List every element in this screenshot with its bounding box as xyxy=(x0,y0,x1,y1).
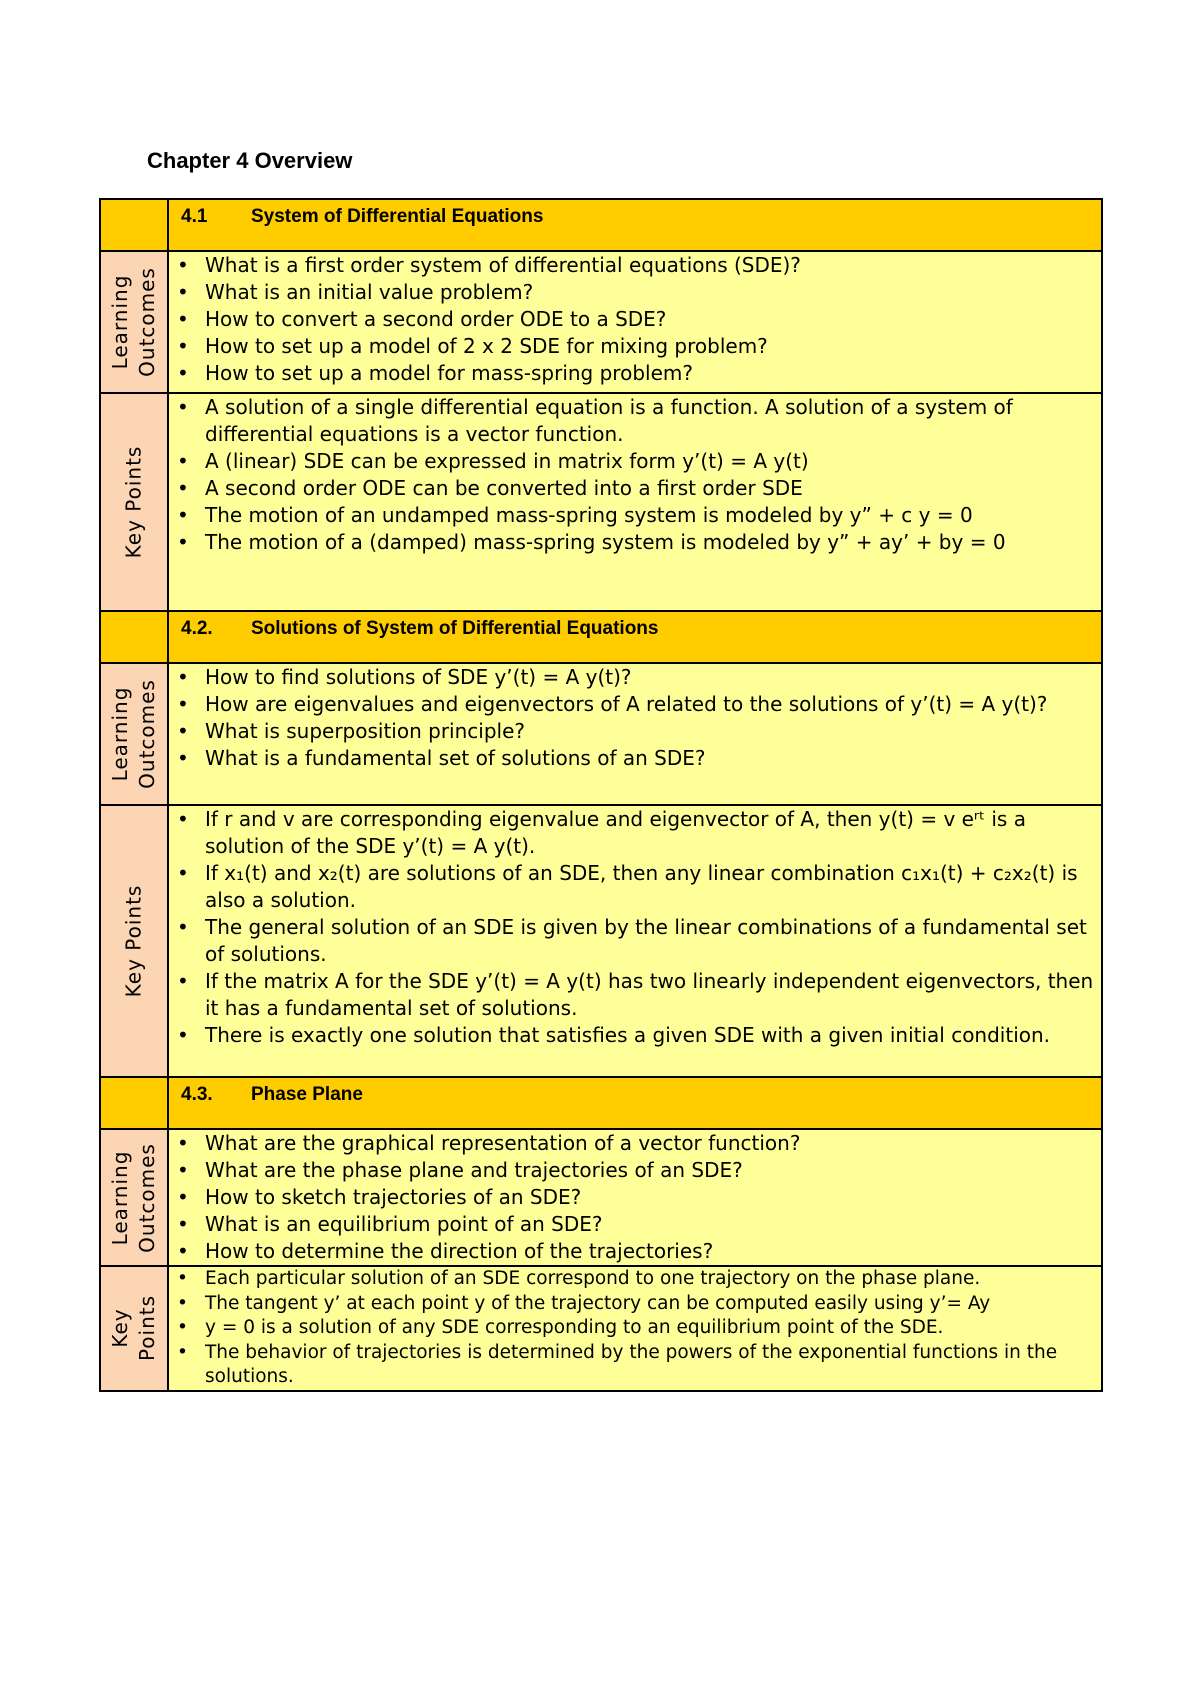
section-title: Solutions of System of Differential Equations xyxy=(251,618,659,639)
learning-outcomes-label: Learning Outcomes xyxy=(100,251,168,393)
list-item: • The tangent y’ at each point y of the trajectory can be computed easily using y’= Ay xyxy=(169,1292,1101,1317)
key-points-list xyxy=(168,1266,1102,1391)
list-item: • How to sketch trajectories of an SDE? xyxy=(169,1184,1101,1211)
key-points-row xyxy=(100,805,1102,1077)
key-points-label: Key Points xyxy=(100,1266,168,1391)
learning-outcomes-list xyxy=(168,663,1102,805)
list-item: • The motion of a (damped) mass-spring system is modeled by y” + ay’ + by = 0 xyxy=(169,529,1101,556)
section-title: System of Differential Equations xyxy=(251,206,544,227)
list-item: • What is a first order system of differential equations (SDE)? xyxy=(169,252,1101,279)
list-item: • What is an initial value problem? xyxy=(169,279,1101,306)
list-item: • What is superposition principle? xyxy=(169,718,1101,745)
learning-outcomes-list xyxy=(168,1129,1102,1266)
learning-outcomes-row xyxy=(100,251,1102,393)
section-header-blank xyxy=(100,1077,168,1129)
learning-outcomes-row xyxy=(100,1129,1102,1266)
section-header-4-3 xyxy=(100,1077,1102,1129)
list-item: • What are the graphical representation of a vector function? xyxy=(169,1130,1101,1157)
list-item: • A solution of a single differential equation is a function. A solution of a system of differential equations is a vector function. xyxy=(169,394,1101,448)
learning-outcomes-list xyxy=(168,251,1102,393)
list-item: • The motion of an undamped mass-spring system is modeled by y” + c y = 0 xyxy=(169,502,1101,529)
section-header-4-2 xyxy=(100,611,1102,663)
page-title: Chapter 4 Overview xyxy=(147,148,353,173)
list-item: • Each particular solution of an SDE correspond to one trajectory on the phase plane. xyxy=(169,1267,1101,1292)
list-item: • How to convert a second order ODE to a SDE? xyxy=(169,306,1101,333)
key-points-list xyxy=(168,393,1102,611)
key-points-list xyxy=(168,805,1102,1077)
key-points-row xyxy=(100,1266,1102,1391)
list-item: • What is an equilibrium point of an SDE? xyxy=(169,1211,1101,1238)
list-item: • What are the phase plane and trajectories of an SDE? xyxy=(169,1157,1101,1184)
section-number: 4.1 xyxy=(181,206,208,227)
section-header-blank xyxy=(100,611,168,663)
key-points-row xyxy=(100,393,1102,611)
list-item: • A second order ODE can be converted into a first order SDE xyxy=(169,475,1101,502)
overview-table xyxy=(99,198,1103,1392)
list-item: • A (linear) SDE can be expressed in matrix form y’(t) = A y(t) xyxy=(169,448,1101,475)
section-title: Phase Plane xyxy=(251,1084,363,1105)
key-points-label: Key Points xyxy=(100,393,168,611)
learning-outcomes-label: Learning Outcomes xyxy=(100,663,168,805)
list-item: • If the matrix A for the SDE y’(t) = A y(t) has two linearly independent eigenvectors, then it has a fundamental set of solutions. xyxy=(169,968,1101,1022)
list-item: • There is exactly one solution that satisfies a given SDE with a given initial condition. xyxy=(169,1022,1101,1049)
section-heading xyxy=(168,611,1102,663)
learning-outcomes-row xyxy=(100,663,1102,805)
list-item: • How to set up a model of 2 x 2 SDE for mixing problem? xyxy=(169,333,1101,360)
list-item: • How to find solutions of SDE y’(t) = A y(t)? xyxy=(169,664,1101,691)
section-heading xyxy=(168,199,1102,251)
section-number: 4.3. xyxy=(181,1084,213,1105)
list-item: • y = 0 is a solution of any SDE corresponding to an equilibrium point of the SDE. xyxy=(169,1316,1101,1341)
list-item: • The general solution of an SDE is given by the linear combinations of a fundamental set of solutions. xyxy=(169,914,1101,968)
key-points-label: Key Points xyxy=(100,805,168,1077)
section-header-blank xyxy=(100,199,168,251)
list-item: • If r and v are corresponding eigenvalue and eigenvector of A, then y(t) = v eʳᵗ is a solution of the SDE y’(t) = A y(t). xyxy=(169,806,1101,860)
list-item: • If x₁(t) and x₂(t) are solutions of an SDE, then any linear combination c₁x₁(t) + c₂x₂(t) is also a solution. xyxy=(169,860,1101,914)
section-header-4-1 xyxy=(100,199,1102,251)
section-number: 4.2. xyxy=(181,618,213,639)
list-item: • How are eigenvalues and eigenvectors of A related to the solutions of y’(t) = A y(t)? xyxy=(169,691,1101,718)
section-heading xyxy=(168,1077,1102,1129)
list-item: • How to set up a model for mass-spring problem? xyxy=(169,360,1101,387)
learning-outcomes-label: Learning Outcomes xyxy=(100,1129,168,1266)
list-item: • The behavior of trajectories is determined by the powers of the exponential functions in the solutions. xyxy=(169,1341,1101,1390)
list-item: • What is a fundamental set of solutions of an SDE? xyxy=(169,745,1101,772)
list-item: • How to determine the direction of the trajectories? xyxy=(169,1238,1101,1265)
